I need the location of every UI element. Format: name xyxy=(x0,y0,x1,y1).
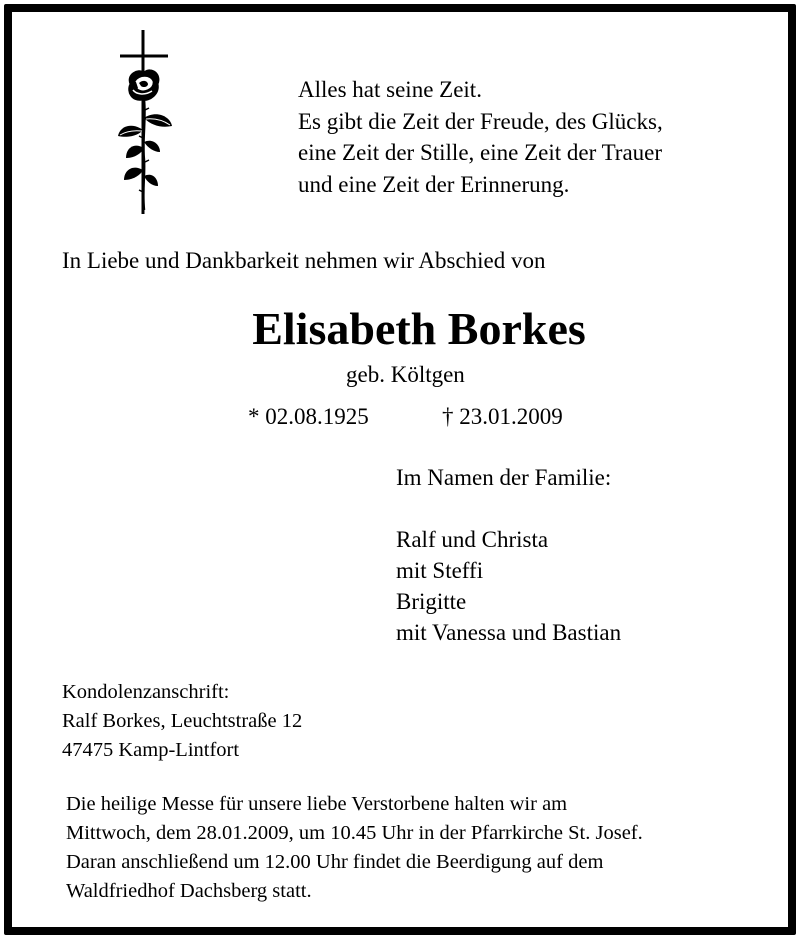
birth-name: geb. Költgen xyxy=(346,362,465,387)
spacer xyxy=(396,493,621,524)
birth-date: * 02.08.1925 xyxy=(248,404,369,429)
condolence-street: Ralf Borkes, Leuchtstraße 12 xyxy=(62,710,303,732)
poem-line: Es gibt die Zeit der Freude, des Glücks, xyxy=(298,108,663,134)
poem-line: und eine Zeit der Erinnerung. xyxy=(298,171,570,197)
condolence-label: Kondolenzanschrift: xyxy=(62,681,230,703)
family-member: Ralf und Christa xyxy=(396,527,549,552)
poem-line: Alles hat seine Zeit. xyxy=(298,77,482,102)
cross-with-rose-icon xyxy=(108,30,178,216)
mass-announcement xyxy=(66,790,643,906)
death-date: † 23.01.2009 xyxy=(442,404,563,429)
mass-line: Waldfriedhof Dachsberg statt. xyxy=(66,880,312,902)
farewell-intro: In Liebe und Dankbarkeit nehmen wir Abschied von xyxy=(62,248,546,273)
family-member: mit Steffi xyxy=(396,558,484,583)
condolence-city: 47475 Kamp-Lintfort xyxy=(62,739,240,761)
mass-line: Daran anschließend um 12.00 Uhr findet die Beerdigung auf dem xyxy=(66,851,604,873)
family-heading: Im Namen der Familie: xyxy=(396,465,612,490)
mass-line: Mittwoch, dem 28.01.2009, um 10.45 Uhr in der Pfarrkirche St. Josef. xyxy=(66,822,643,844)
condolence-address xyxy=(62,678,302,765)
family-member: mit Vanessa und Bastian xyxy=(396,620,622,645)
mass-line: Die heilige Messe für unsere liebe Verstorbene halten wir am xyxy=(66,793,568,815)
family-member: Brigitte xyxy=(396,589,467,614)
poem xyxy=(298,74,663,200)
family-signature xyxy=(396,462,621,648)
poem-line: eine Zeit der Stille, eine Zeit der Trauer xyxy=(298,140,663,165)
deceased-name: Elisabeth Borkes xyxy=(252,303,586,354)
